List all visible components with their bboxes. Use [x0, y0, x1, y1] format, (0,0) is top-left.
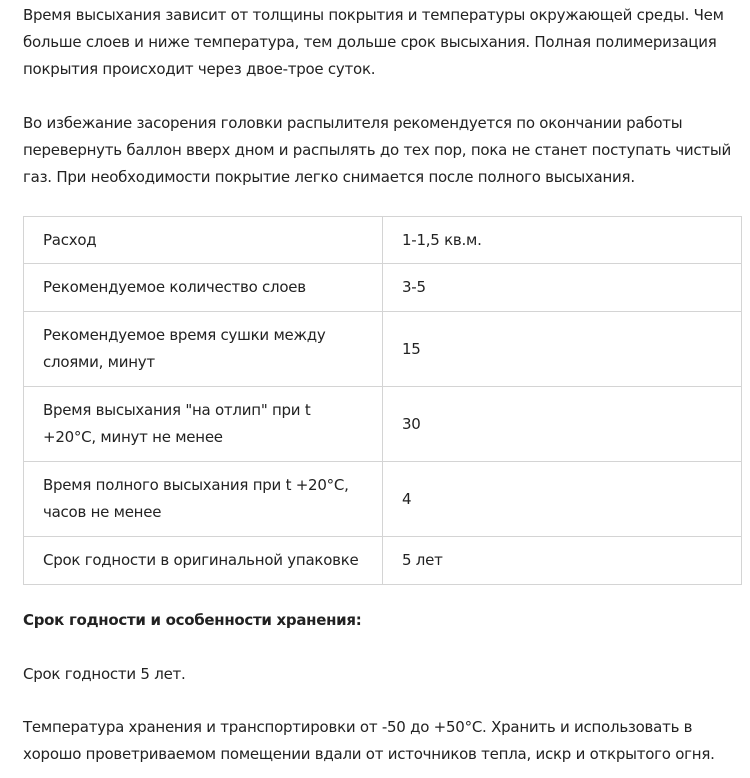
spec-value: 15: [383, 312, 742, 387]
spec-value: 5 лет: [383, 537, 742, 585]
table-row: [24, 312, 742, 387]
table-row: [24, 217, 742, 264]
spec-label: Срок годности в оригинальной упаковке: [24, 537, 383, 585]
drying-intro-paragraph: Время высыхания зависит от толщины покрытия и температуры окружающей среды. Чем больше слоев и ниже температура, тем дольше срок высыхания. Полная полимеризация покрытия происходит через двое-трое суток.: [23, 6, 724, 78]
spec-label: Время высыхания "на отлип" при t +20°C, минут не менее: [24, 387, 383, 462]
spec-value: 3-5: [383, 264, 742, 312]
spec-value: 1-1,5 кв.м.: [383, 217, 742, 264]
spec-label: Расход: [24, 217, 383, 264]
storage-heading: Срок годности и особенности хранения:: [23, 611, 362, 629]
table-row: [24, 462, 742, 537]
spec-value: 4: [383, 462, 742, 537]
storage-conditions-paragraph: Температура хранения и транспортировки от -50 до +50°C. Хранить и использовать в хорошо проветриваемом помещении вдали от источников тепла, искр и открытого огня.: [23, 718, 715, 763]
spec-label: Время полного высыхания при t +20°C, часов не менее: [24, 462, 383, 537]
table-row: [24, 264, 742, 312]
specs-table: [23, 216, 742, 585]
table-row: [24, 387, 742, 462]
spec-label: Рекомендуемое количество слоев: [24, 264, 383, 312]
spec-value: 30: [383, 387, 742, 462]
table-row: [24, 537, 742, 585]
spec-label: Рекомендуемое время сушки между слоями, минут: [24, 312, 383, 387]
shelf-life-paragraph: Срок годности 5 лет.: [23, 665, 186, 683]
nozzle-tip-paragraph: Во избежание засорения головки распылителя рекомендуется по окончании работы перевернуть баллон вверх дном и распылять до тех пор, пока не станет поступать чистый газ. При необходимости покрытие легко снимается после полного высыхания.: [23, 114, 732, 186]
